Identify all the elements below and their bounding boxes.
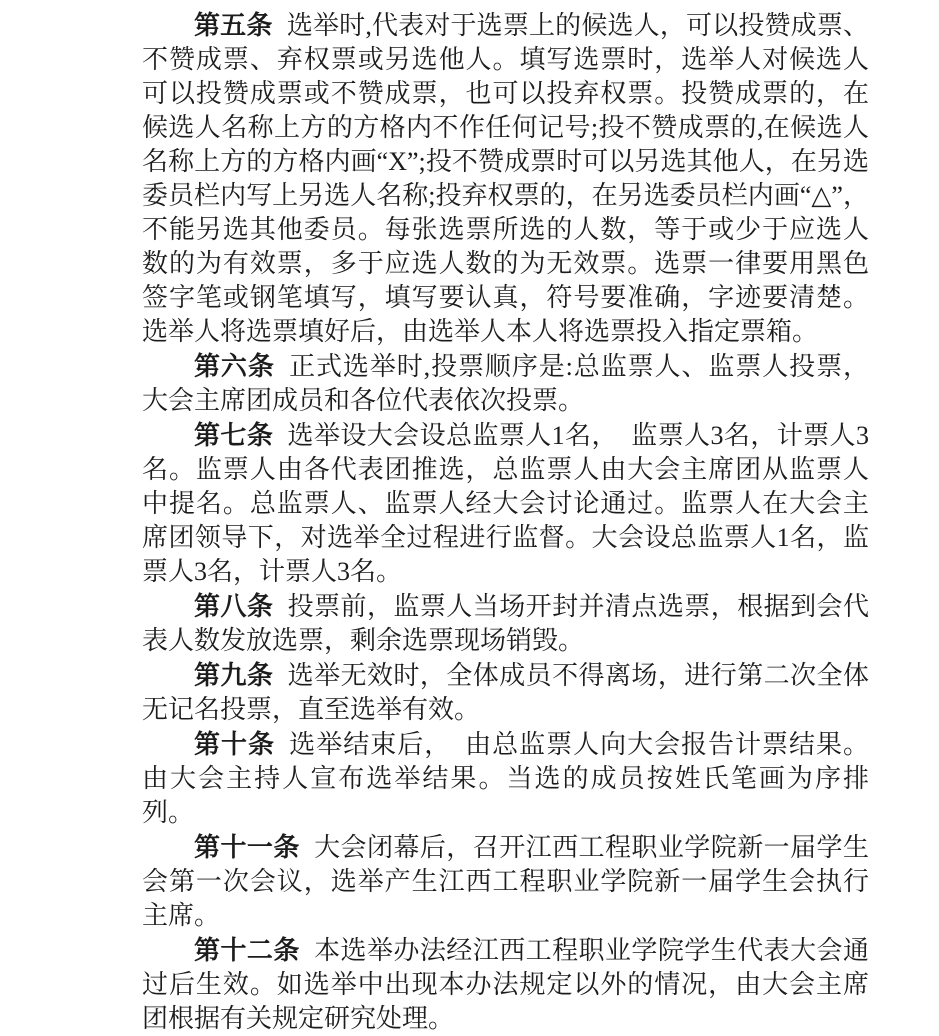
article-number-12: 第十二条 xyxy=(194,935,300,965)
article-text-8: 投票前，监票人当场开封并清点选票，根据到会代表人数发放选票，剩余选票现场销毁。 xyxy=(142,592,869,655)
article-number-8: 第八条 xyxy=(194,591,274,621)
article-paragraph-8 xyxy=(142,589,869,658)
article-paragraph-10 xyxy=(142,727,869,830)
article-text-12: 本选举办法经江西工程职业学院学生代表大会通过后生效。如选举中出现本办法规定以外的情况，由大会主席团根据有关规定研究处理。 xyxy=(142,936,869,1033)
article-text-9: 选举无效时，全体成员不得离场，进行第二次全体无记名投票，直至选举有效。 xyxy=(142,661,869,724)
article-text-10: 选举结束后， 由总监票人向大会报告计票结果。由大会主持人宣布选举结果。当选的成员按姓氏笔画为序排列。 xyxy=(142,730,869,827)
article-text-6: 正式选举时,投票顺序是:总监票人、监票人投票，大会主席团成员和各位代表依次投票。 xyxy=(142,352,869,415)
article-paragraph-7 xyxy=(142,418,869,589)
article-paragraph-12 xyxy=(142,933,869,1036)
article-number-7: 第七条 xyxy=(194,420,274,450)
article-paragraph-9 xyxy=(142,658,869,727)
article-number-11: 第十一条 xyxy=(194,832,300,862)
article-paragraph-5 xyxy=(142,8,869,349)
article-number-9: 第九条 xyxy=(194,660,274,690)
article-number-10: 第十条 xyxy=(194,729,275,759)
article-number-5: 第五条 xyxy=(194,10,273,40)
article-text-5: 选举时,代表对于选票上的候选人，可以投赞成票、不赞成票、弃权票或另选他人。填写选票时，选举人对候选人可以投赞成票或不赞成票，也可以投弃权票。投赞成票的，在候选人名称上方的方格内不作任何记号;投不赞成票的,在候选人名称上方的方格内画“X”;投不赞成票时可以另选其他人，在另选委员栏内写上另选人名称;投弃权票的，在另选委员栏内画“△”，不能另选其他委员。每张选票所选的人数，等于或少于应选人数的为有效票，多于应选人数的为无效票。选票一律要用黑色签字笔或钢笔填写，填写要认真，符号要准确，字迹要清楚。选举人将选票填好后，由选举人本人将选票投入指定票箱。 xyxy=(142,11,869,346)
article-text-7: 选举设大会设总监票人1名， 监票人3名，计票人3名。监票人由各代表团推选，总监票人由大会主席团从监票人中提名。总监票人、监票人经大会讨论通过。监票人在大会主席团领导下，对选举全过程进行监督。大会设总监票人1名，监票人3名，计票人3名。 xyxy=(142,421,869,586)
article-paragraph-11 xyxy=(142,830,869,933)
article-text-11: 大会闭幕后，召开江西工程职业学院新一届学生会第一次会议，选举产生江西工程职业学院新一届学生会执行主席。 xyxy=(142,833,869,930)
article-paragraph-6 xyxy=(142,349,869,418)
article-number-6: 第六条 xyxy=(194,351,275,381)
